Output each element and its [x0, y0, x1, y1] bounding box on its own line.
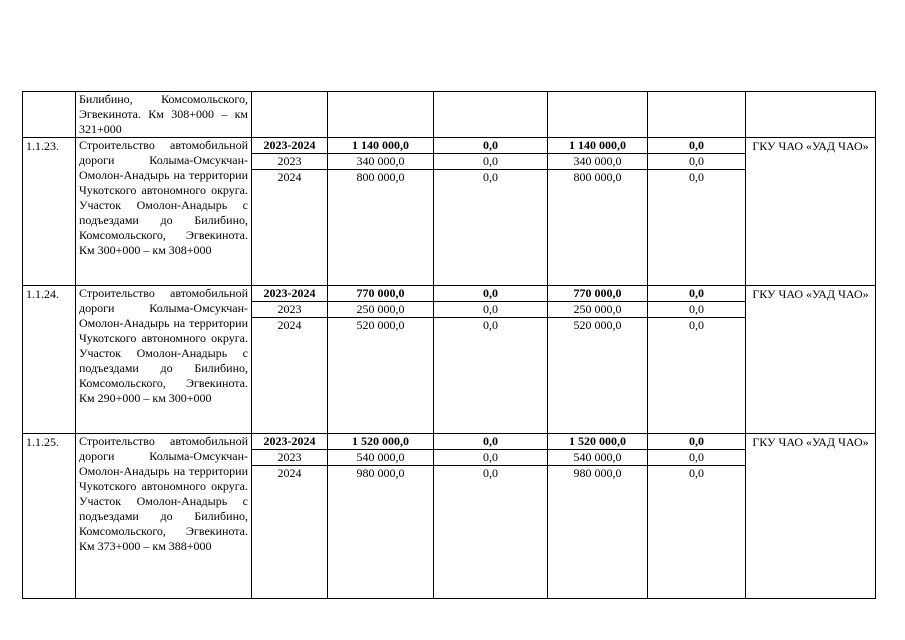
value-year: 0,0 — [648, 302, 745, 318]
period-year: 2024 — [277, 170, 302, 184]
value-total: 1 140 000,0 — [328, 138, 433, 154]
table-row-continuation — [23, 92, 876, 138]
period-year: 2024 — [277, 318, 302, 332]
funding-table — [22, 91, 876, 599]
period-year: 2023 — [252, 154, 327, 170]
value-total: 0,0 — [434, 434, 547, 450]
value-total: 1 520 000,0 — [328, 434, 433, 450]
value-year: 0,0 — [689, 466, 704, 480]
period-cell — [252, 286, 328, 434]
organization-cell: ГКУ ЧАО «УАД ЧАО» — [746, 138, 876, 286]
value-cell — [548, 434, 648, 599]
organization-cell — [746, 92, 876, 138]
value-year: 0,0 — [689, 170, 704, 184]
object-description: Строительство автомобильной дороги Колыма-Омсукчан-Омолон-Анадырь на территории Чукотского автономного округа. Участок Омолон-Анадырь с подъездами до Билибино, Комсомольского, Эгвекинота. Км 290+000 – км 300+000 — [76, 286, 252, 434]
organization-cell: ГКУ ЧАО «УАД ЧАО» — [746, 434, 876, 599]
value-year: 0,0 — [434, 302, 547, 318]
value-cell — [648, 286, 746, 434]
value-year: 540 000,0 — [328, 450, 433, 466]
value-cell — [648, 138, 746, 286]
row-number — [23, 92, 76, 138]
value-year: 800 000,0 — [356, 170, 405, 184]
value-cell — [434, 138, 548, 286]
value-year: 980 000,0 — [573, 466, 622, 480]
table-row — [23, 286, 876, 434]
value-total: 0,0 — [434, 286, 547, 302]
value-year: 0,0 — [434, 450, 547, 466]
value-year: 0,0 — [648, 450, 745, 466]
value-total: 0,0 — [648, 286, 745, 302]
value-total: 1 520 000,0 — [548, 434, 647, 450]
value-cell — [328, 434, 434, 599]
period-total: 2023-2024 — [252, 138, 327, 154]
value-cell — [548, 92, 648, 138]
value-year: 0,0 — [689, 318, 704, 332]
value-year: 0,0 — [483, 170, 498, 184]
object-description: Строительство автомобильной дороги Колыма-Омсукчан-Омолон-Анадырь на территории Чукотского автономного округа. Участок Омолон-Анадырь с подъездами до Билибино, Комсомольского, Эгвекинота. Км 373+000 – км 388+000 — [76, 434, 252, 599]
value-total: 1 140 000,0 — [548, 138, 647, 154]
value-cell — [434, 286, 548, 434]
row-number: 1.1.23. — [23, 138, 76, 286]
value-year: 980 000,0 — [356, 466, 405, 480]
value-cell — [434, 92, 548, 138]
table-row — [23, 138, 876, 286]
value-total: 770 000,0 — [548, 286, 647, 302]
value-year: 0,0 — [434, 154, 547, 170]
value-year: 0,0 — [483, 466, 498, 480]
period-cell — [252, 138, 328, 286]
value-cell — [328, 138, 434, 286]
value-year: 520 000,0 — [356, 318, 405, 332]
value-cell — [328, 286, 434, 434]
period-year: 2023 — [252, 450, 327, 466]
value-total: 0,0 — [648, 434, 745, 450]
row-number: 1.1.25. — [23, 434, 76, 599]
value-year: 340 000,0 — [548, 154, 647, 170]
value-year: 0,0 — [648, 154, 745, 170]
value-cell — [548, 138, 648, 286]
row-number: 1.1.24. — [23, 286, 76, 434]
value-total: 0,0 — [648, 138, 745, 154]
organization-cell: ГКУ ЧАО «УАД ЧАО» — [746, 286, 876, 434]
object-description: Строительство автомобильной дороги Колыма-Омсукчан-Омолон-Анадырь на территории Чукотского автономного округа. Участок Омолон-Анадырь с подъездами до Билибино, Комсомольского, Эгвекинота. Км 300+000 – км 308+000 — [76, 138, 252, 286]
period-year: 2023 — [252, 302, 327, 318]
period-total: 2023-2024 — [252, 286, 327, 302]
value-cell — [648, 434, 746, 599]
value-cell — [434, 434, 548, 599]
value-year: 250 000,0 — [328, 302, 433, 318]
value-year: 540 000,0 — [548, 450, 647, 466]
value-cell — [648, 92, 746, 138]
value-cell — [328, 92, 434, 138]
value-year: 800 000,0 — [573, 170, 622, 184]
value-year: 0,0 — [483, 318, 498, 332]
period-cell — [252, 92, 328, 138]
object-description: Билибино, Комсомольского, Эгвекинота. Км 308+000 – км 321+000 — [76, 92, 252, 138]
period-cell — [252, 434, 328, 599]
period-total: 2023-2024 — [252, 434, 327, 450]
value-total: 770 000,0 — [328, 286, 433, 302]
value-year: 250 000,0 — [548, 302, 647, 318]
value-year: 340 000,0 — [328, 154, 433, 170]
table-row — [23, 434, 876, 599]
period-year: 2024 — [277, 466, 302, 480]
value-year: 520 000,0 — [573, 318, 622, 332]
value-cell — [548, 286, 648, 434]
value-total: 0,0 — [434, 138, 547, 154]
